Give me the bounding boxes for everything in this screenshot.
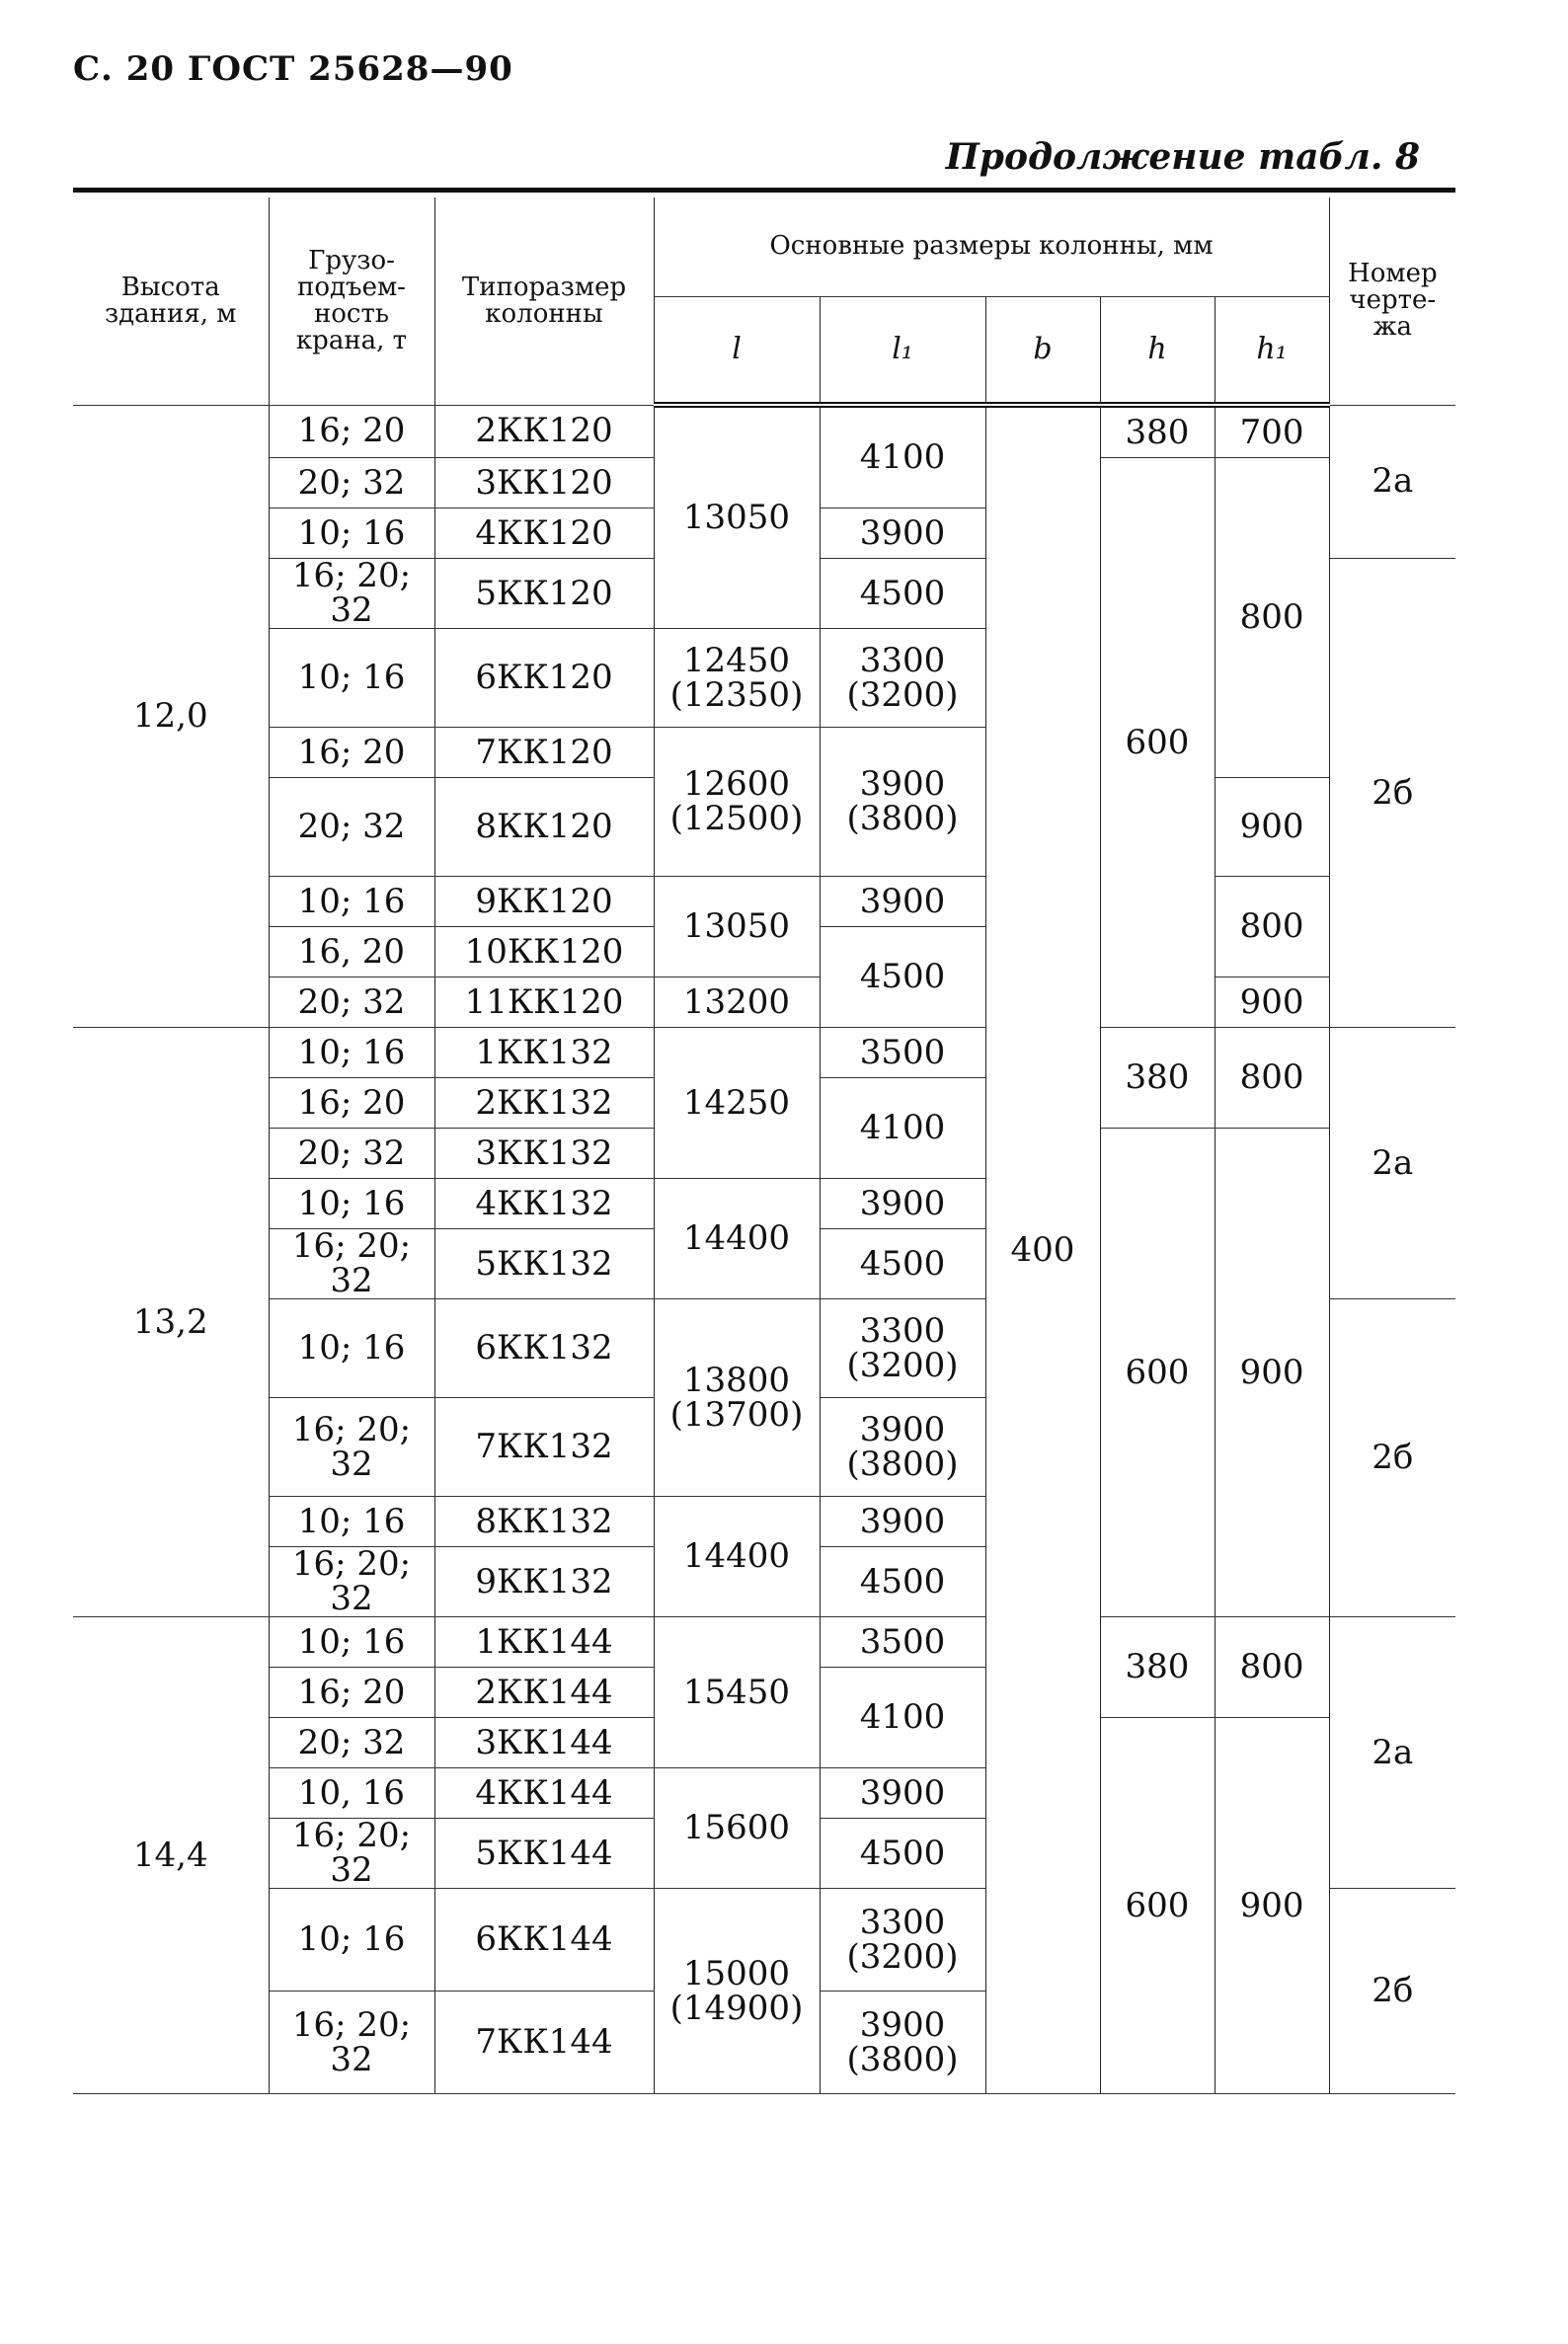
type-cell: 2КК132 <box>434 1078 654 1129</box>
capacity-cell: 16, 20 <box>269 927 434 977</box>
type-cell: 5КК120 <box>434 559 654 629</box>
type-cell: 3КК120 <box>434 458 654 508</box>
drawing-cell: 2а <box>1329 405 1455 559</box>
l1-cell: 3900 (3800) <box>820 1992 985 2094</box>
drawing-cell: 2б <box>1329 1889 1455 2094</box>
l1-cell: 4500 <box>820 1819 985 1889</box>
header-building-height: Высота здания, м <box>73 197 269 405</box>
l1-cell: 4500 <box>820 559 985 629</box>
capacity-cell: 16; 20; 32 <box>269 1547 434 1617</box>
h-cell: 600 <box>1100 1718 1215 2094</box>
l1-cell: 4100 <box>820 1078 985 1179</box>
drawing-cell: 2б <box>1329 1299 1455 1617</box>
l1-cell: 3300 (3200) <box>820 1889 985 1992</box>
type-cell: 9КК132 <box>434 1547 654 1617</box>
type-cell: 8КК132 <box>434 1497 654 1547</box>
l-cell: 14400 <box>654 1497 820 1617</box>
header-l1: l₁ <box>820 296 985 405</box>
capacity-cell: 10; 16 <box>269 1617 434 1668</box>
l1-cell: 3300 (3200) <box>820 1299 985 1398</box>
type-cell: 8КК120 <box>434 778 654 877</box>
capacity-cell: 10; 16 <box>269 508 434 559</box>
table-row <box>73 877 1455 927</box>
header-main-dimensions: Основные размеры колонны, мм <box>654 197 1329 296</box>
header-h1: h₁ <box>1215 296 1329 405</box>
type-cell: 10КК120 <box>434 927 654 977</box>
l1-cell: 4500 <box>820 927 985 1028</box>
h-cell: 380 <box>1100 1617 1215 1718</box>
capacity-cell: 10; 16 <box>269 1497 434 1547</box>
table-row <box>73 405 1455 458</box>
type-cell: 5КК132 <box>434 1229 654 1299</box>
l-cell: 13800 (13700) <box>654 1299 820 1497</box>
capacity-cell: 16; 20; 32 <box>269 559 434 629</box>
l1-cell: 3900 <box>820 877 985 927</box>
type-cell: 1КК132 <box>434 1028 654 1078</box>
l1-cell: 3300 (3200) <box>820 629 985 728</box>
l1-cell: 3500 <box>820 1617 985 1668</box>
capacity-cell: 10; 16 <box>269 1299 434 1398</box>
capacity-cell: 20; 32 <box>269 1718 434 1768</box>
b-cell: 400 <box>985 405 1100 2094</box>
type-cell: 5КК144 <box>434 1819 654 1889</box>
building-height-cell: 13,2 <box>73 1028 269 1617</box>
header-l: l <box>654 296 820 405</box>
h-cell: 380 <box>1100 405 1215 458</box>
type-cell: 7КК120 <box>434 728 654 778</box>
l1-cell: 3900 (3800) <box>820 728 985 877</box>
building-height-cell: 14,4 <box>73 1617 269 2094</box>
header-h: h <box>1100 296 1215 405</box>
l1-cell: 4100 <box>820 1668 985 1768</box>
h1-cell: 700 <box>1215 405 1329 458</box>
l-cell: 13050 <box>654 877 820 977</box>
h1-cell: 800 <box>1215 458 1329 778</box>
capacity-cell: 16; 20 <box>269 405 434 458</box>
capacity-cell: 20; 32 <box>269 977 434 1028</box>
type-cell: 1КК144 <box>434 1617 654 1668</box>
type-cell: 3КК144 <box>434 1718 654 1768</box>
capacity-cell: 16; 20 <box>269 728 434 778</box>
l1-cell: 3900 <box>820 1497 985 1547</box>
type-cell: 4КК120 <box>434 508 654 559</box>
building-height-cell: 12,0 <box>73 405 269 1028</box>
l1-cell: 4500 <box>820 1547 985 1617</box>
l-cell: 13200 <box>654 977 820 1028</box>
l1-cell: 3900 <box>820 1768 985 1819</box>
capacity-cell: 10; 16 <box>269 1179 434 1229</box>
type-cell: 7КК132 <box>434 1398 654 1497</box>
capacity-cell: 16; 20; 32 <box>269 1398 434 1497</box>
type-cell: 2КК120 <box>434 405 654 458</box>
capacity-cell: 10; 16 <box>269 877 434 927</box>
type-cell: 2КК144 <box>434 1668 654 1718</box>
drawing-cell: 2а <box>1329 1028 1455 1299</box>
type-cell: 6КК132 <box>434 1299 654 1398</box>
h1-cell: 800 <box>1215 1028 1329 1129</box>
h1-cell: 900 <box>1215 1718 1329 2094</box>
l-cell: 15600 <box>654 1768 820 1889</box>
type-cell: 6КК144 <box>434 1889 654 1992</box>
h1-cell: 900 <box>1215 778 1329 877</box>
h1-cell: 900 <box>1215 977 1329 1028</box>
l-cell: 15000 (14900) <box>654 1889 820 2094</box>
capacity-cell: 16; 20; 32 <box>269 1992 434 2094</box>
capacity-cell: 16; 20 <box>269 1078 434 1129</box>
type-cell: 4КК132 <box>434 1179 654 1229</box>
table-top-rule <box>73 188 1455 193</box>
capacity-cell: 10, 16 <box>269 1768 434 1819</box>
type-cell: 9КК120 <box>434 877 654 927</box>
type-cell: 11КК120 <box>434 977 654 1028</box>
header-b: b <box>985 296 1100 405</box>
capacity-cell: 20; 32 <box>269 458 434 508</box>
table-row <box>73 1617 1455 1668</box>
page-header: С. 20 ГОСТ 25628—90 <box>73 49 513 89</box>
h-cell: 600 <box>1100 458 1215 1028</box>
h1-cell: 900 <box>1215 1129 1329 1617</box>
capacity-cell: 20; 32 <box>269 778 434 877</box>
header-column-type: Типоразмер колонны <box>434 197 654 405</box>
type-cell: 6КК120 <box>434 629 654 728</box>
h-cell: 380 <box>1100 1028 1215 1129</box>
h-cell: 600 <box>1100 1129 1215 1617</box>
l1-cell: 3900 <box>820 508 985 559</box>
capacity-cell: 10; 16 <box>269 1889 434 1992</box>
columns-table <box>73 197 1455 2094</box>
capacity-cell: 16; 20; 32 <box>269 1229 434 1299</box>
l1-cell: 4100 <box>820 405 985 508</box>
capacity-cell: 20; 32 <box>269 1129 434 1179</box>
type-cell: 7КК144 <box>434 1992 654 2094</box>
table-row <box>73 977 1455 1028</box>
l1-cell: 3900 <box>820 1179 985 1229</box>
header-crane-capacity: Грузо-подъем-ность крана, т <box>269 197 434 405</box>
l1-cell: 4500 <box>820 1229 985 1299</box>
l-cell: 13050 <box>654 405 820 629</box>
l-cell: 14400 <box>654 1179 820 1299</box>
table-row <box>73 1028 1455 1078</box>
drawing-cell: 2а <box>1329 1617 1455 1889</box>
l1-cell: 3900 (3800) <box>820 1398 985 1497</box>
capacity-cell: 10; 16 <box>269 1028 434 1078</box>
l-cell: 15450 <box>654 1617 820 1768</box>
capacity-cell: 16; 20; 32 <box>269 1819 434 1889</box>
type-cell: 4КК144 <box>434 1768 654 1819</box>
l1-cell: 3500 <box>820 1028 985 1078</box>
type-cell: 3КК132 <box>434 1129 654 1179</box>
capacity-cell: 10; 16 <box>269 629 434 728</box>
capacity-cell: 16; 20 <box>269 1668 434 1718</box>
table-continuation-label: Продолжение табл. 8 <box>945 136 1420 178</box>
h1-cell: 800 <box>1215 1617 1329 1718</box>
l-cell: 12450 (12350) <box>654 629 820 728</box>
l-cell: 14250 <box>654 1028 820 1179</box>
drawing-cell: 2б <box>1329 559 1455 1028</box>
l-cell: 12600 (12500) <box>654 728 820 877</box>
h1-cell: 800 <box>1215 877 1329 977</box>
header-drawing-number: Номер черте-жа <box>1329 197 1455 405</box>
